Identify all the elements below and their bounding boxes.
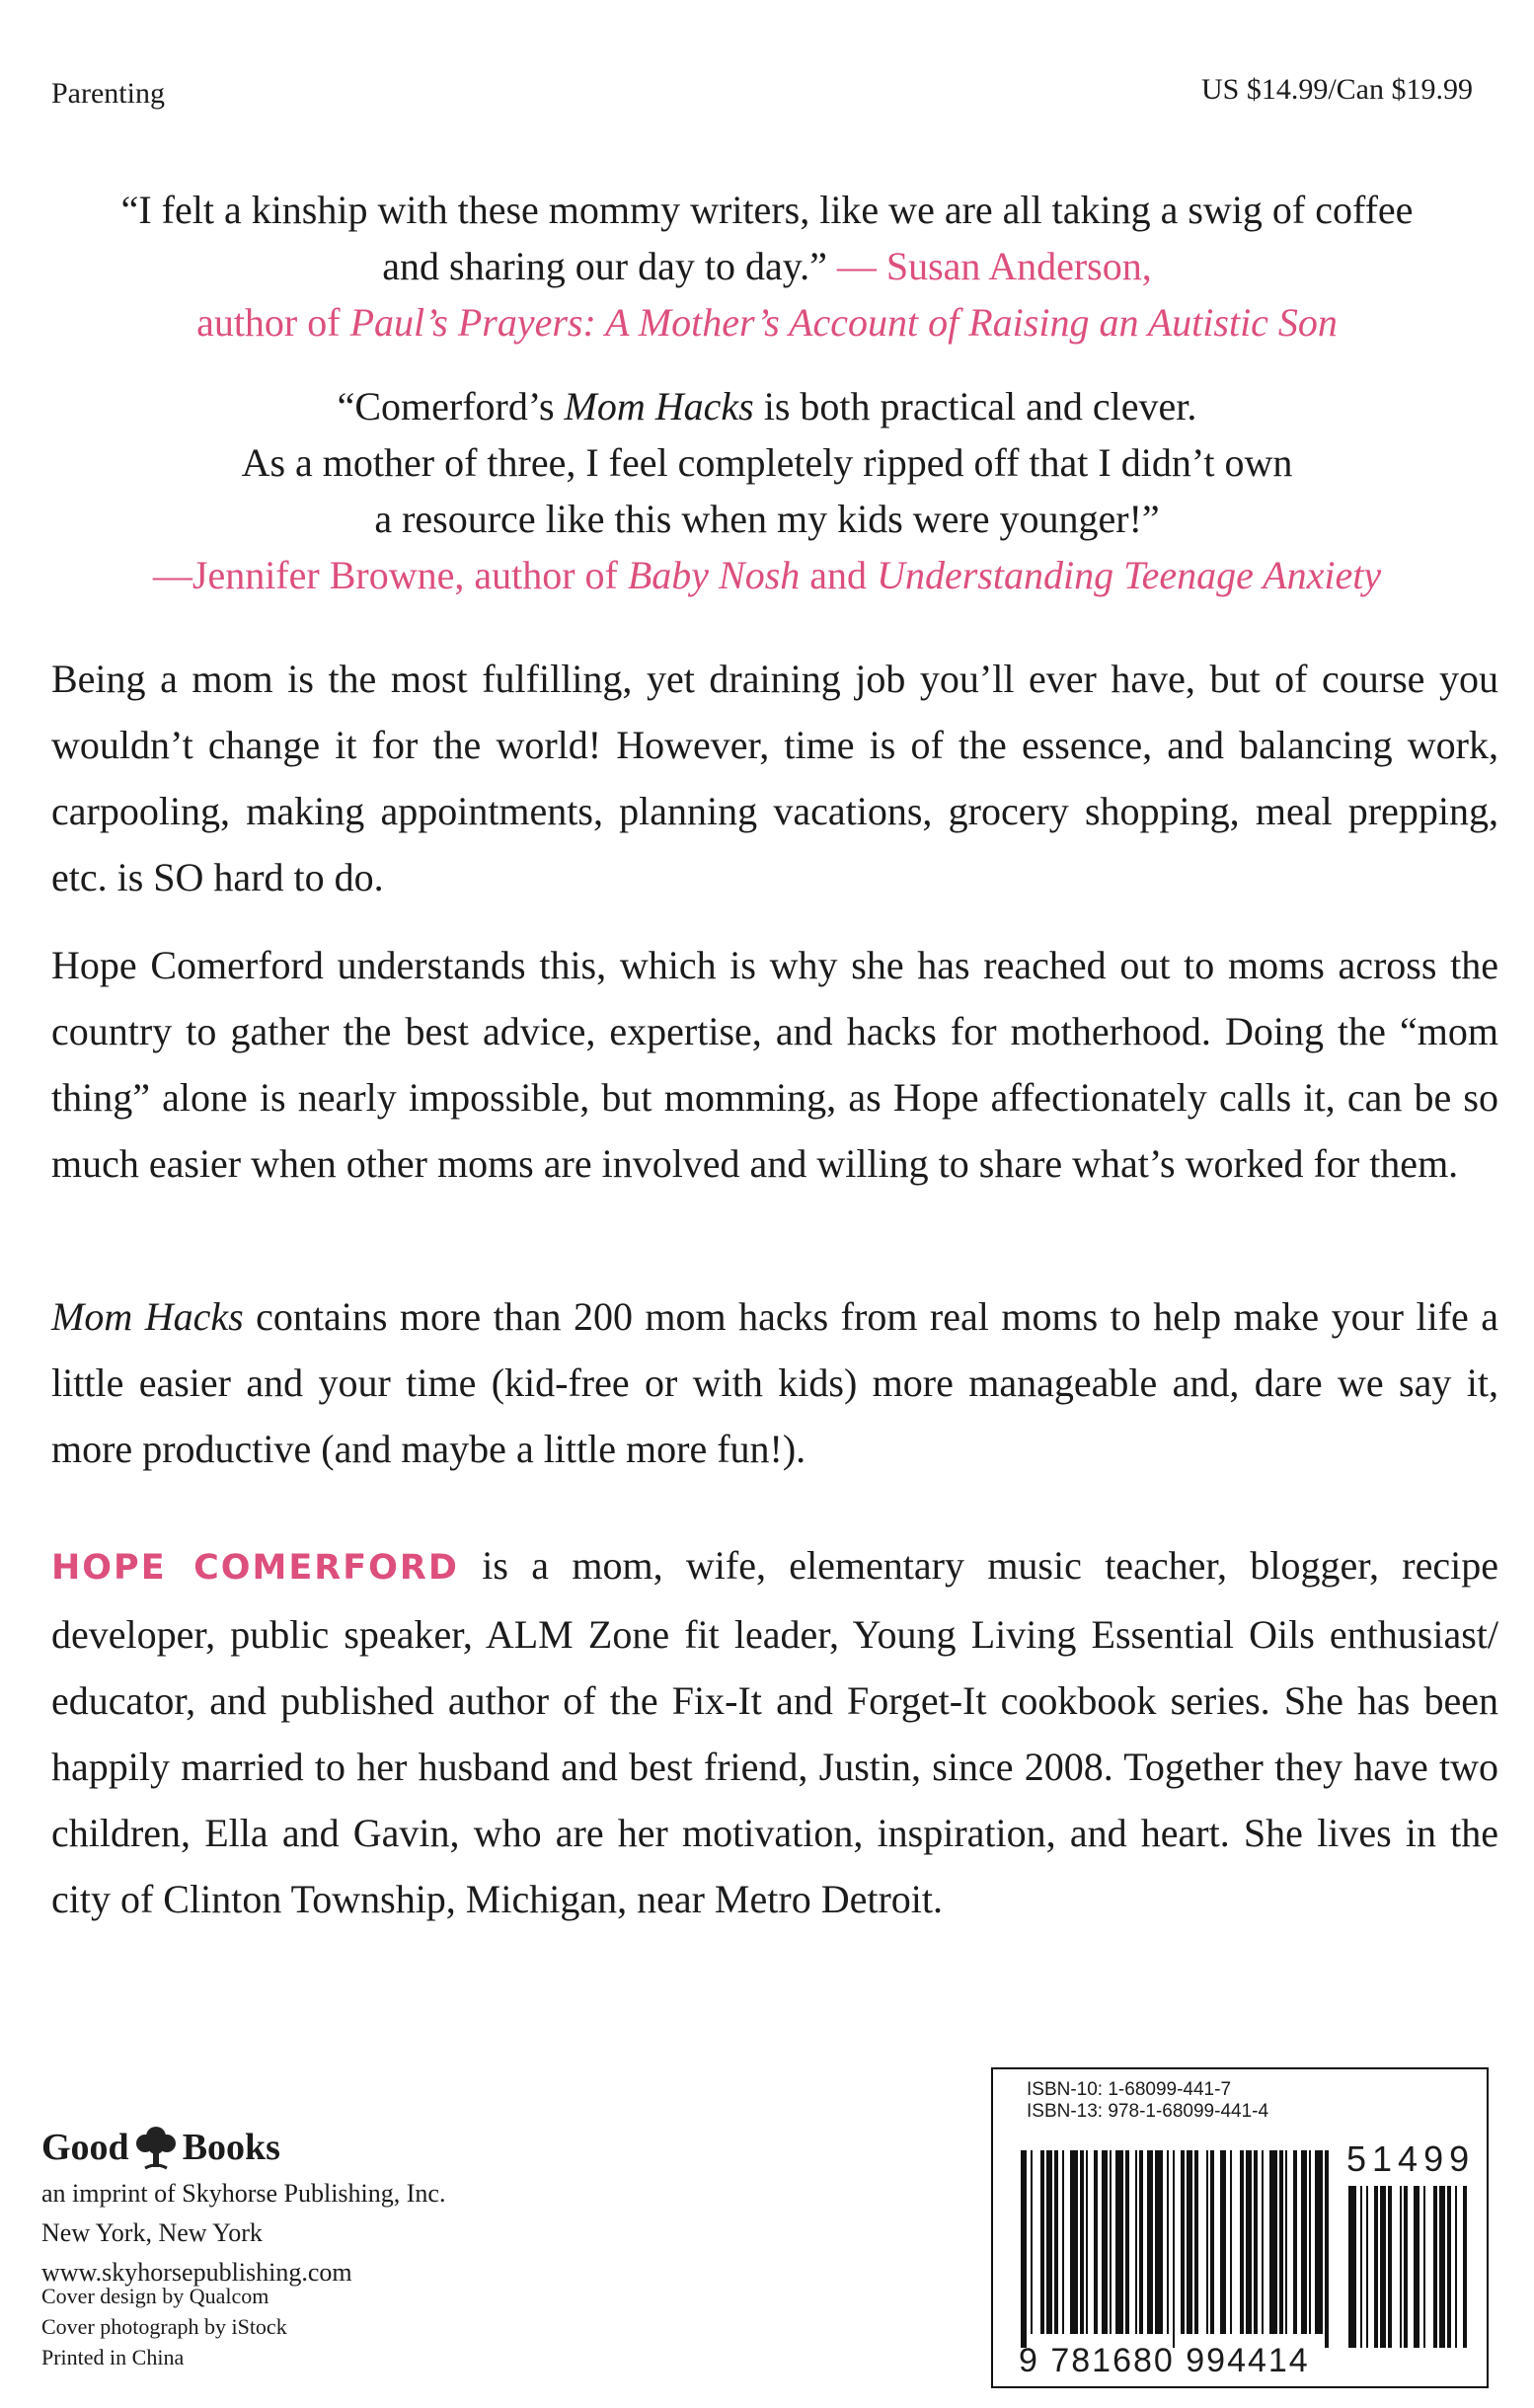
publisher-logo: [41, 2123, 445, 2172]
printed-in-label: Printed in China: [41, 2345, 185, 2369]
description-paragraph-3: [51, 1283, 1498, 1482]
price-code: 51499: [1346, 2138, 1476, 2179]
author-bio-text: is a mom, wife, elementary music teacher, blogger, recipe developer, public speaker, ALM Zone fit leader, Young Living Essential Oils enthusiast/ educator, and published author of the Fix-It and Forget-It cookbook series. She has been happily married to her husband and best friend, Justin, since 2008. Together they have two children, Ella and Gavin, who are her motivation, inspiration, and heart. She lives in the city of Clinton Township, Michigan, near Metro Detroit.: [51, 1543, 1498, 1921]
blurb-2-book-title: Mom Hacks: [564, 384, 754, 428]
category-label: Parenting: [51, 77, 165, 110]
publisher-url: www.skyhorsepublishing.com: [41, 2258, 352, 2287]
tree-icon: [133, 2123, 179, 2172]
credits-block: [41, 2281, 287, 2372]
blurb-1-attribution-name: — Susan Anderson,: [826, 244, 1152, 288]
blurb-2-line3: a resource like this when my kids were younger!”: [374, 497, 1160, 541]
isbn-10: ISBN-10: 1-68099-441-7: [1027, 2079, 1232, 2100]
blurb-1-attribution-prefix: author of: [196, 300, 350, 345]
publisher-location: New York, New York: [41, 2218, 263, 2247]
description-paragraph-1: Being a mom is the most fulfilling, yet draining job you’ll ever have, but of course you wouldn’t change it for the world! However, time is of the essence, and balancing work, carpooling, making appointments, planning vacations, grocery shopping, meal prepping, etc. is SO hard to do.: [51, 657, 1498, 899]
author-name: HOPE COMERFORD: [51, 1548, 459, 1588]
blurb-2-line2: As a mother of three, I feel completely ripped off that I didn’t own: [241, 440, 1293, 485]
blurb-quote-2: [99, 378, 1435, 603]
blurb-2-line1-prefix: “Comerford’s: [337, 384, 565, 428]
blurb-1-attribution-title: Paul’s Prayers: A Mother’s Account of Raising an Autistic Son: [349, 300, 1338, 345]
author-bio: [51, 1532, 1498, 1932]
publisher-block: [41, 2123, 445, 2292]
logo-word-good: Good: [41, 2127, 129, 2168]
barcode-digits: 9 781680 994414: [1019, 2342, 1310, 2379]
cover-design-credit: Cover design by Qualcom: [41, 2284, 269, 2308]
blurb-1-text: “I felt a kinship with these mommy writers, like we are all taking a swig of coffee and sharing our day to day.”: [120, 188, 1414, 288]
blurb-2-line1-suffix: is both practical and clever.: [753, 384, 1197, 428]
blurb-2-attribution-prefix: —Jennifer Browne, author of: [152, 553, 628, 597]
publisher-imprint: an imprint of Skyhorse Publishing, Inc.: [41, 2179, 446, 2208]
description-paragraph-2: Hope Comerford understands this, which is why she has reached out to moms across the country to gather the best advice, expertise, and hacks for motherhood. Doing the “mom thing” alone is nearly impossible, but momming, as Hope affectionately calls it, can be so much easier when other moms are involved and willing to share what’s worked for them.: [51, 943, 1498, 1186]
barcode-block: [991, 2067, 1489, 2388]
description-book-title: Mom Hacks: [51, 1294, 244, 1339]
blurb-2-attribution-and: and: [800, 553, 878, 597]
description-paragraph-3-text: contains more than 200 mom hacks from real moms to help make your life a little easier and your time (kid-free or with kids) more manageable and, dare we say it, more productive (and maybe a little more fun!).: [51, 1294, 1498, 1471]
price-label: US $14.99/Can $19.99: [1200, 73, 1473, 106]
barcode-bars: [1021, 2150, 1467, 2348]
isbn-13: ISBN-13: 978-1-68099-441-4: [1027, 2101, 1269, 2122]
cover-photo-credit: Cover photograph by iStock: [41, 2314, 287, 2339]
blurb-2-attribution-title-2: Understanding Teenage Anxiety: [877, 553, 1382, 597]
blurb-quote-1: [99, 182, 1435, 350]
logo-word-books: Books: [182, 2127, 280, 2168]
blurb-2-attribution-title-1: Baby Nosh: [627, 553, 801, 597]
